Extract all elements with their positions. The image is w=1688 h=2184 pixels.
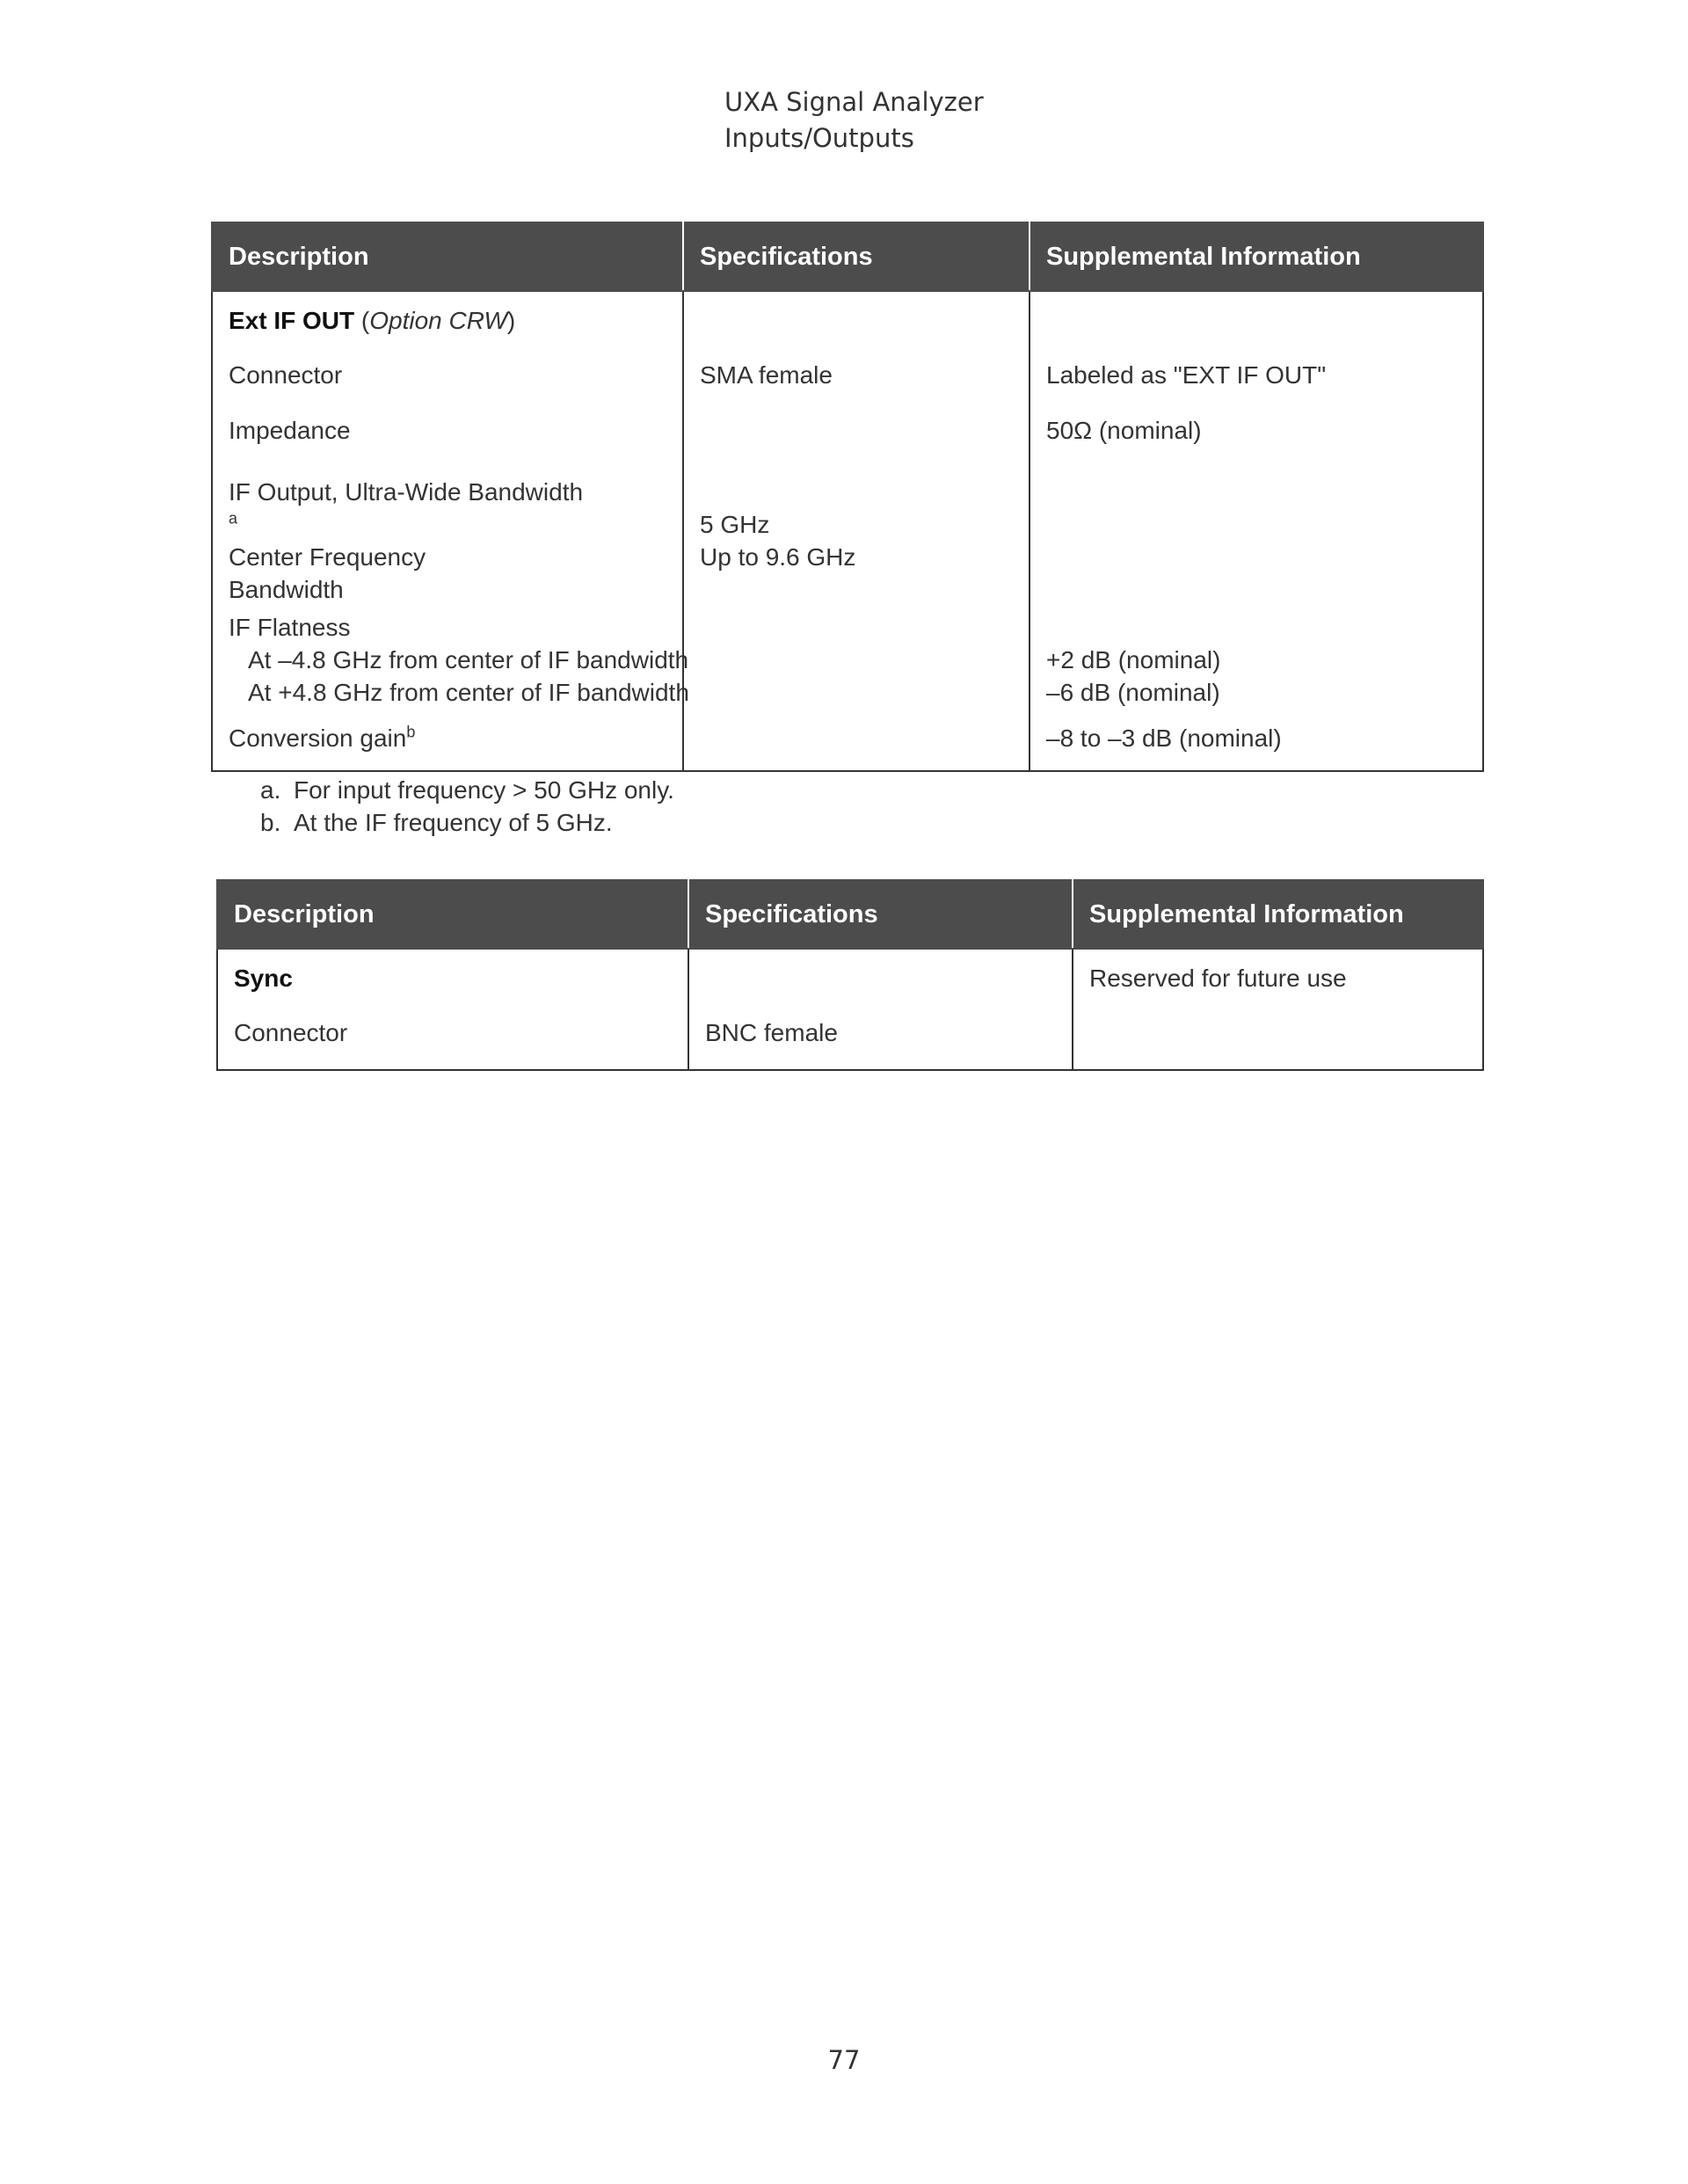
if-output-label: IF Output, Ultra-Wide Bandwidth [229,478,584,506]
table-row [212,359,1483,414]
section-title: Sync [234,965,293,992]
bandwidth-value: Up to 9.6 GHz [700,543,856,571]
footnotes [260,774,674,839]
empty-cell [683,606,1030,718]
empty-cell [1073,1016,1483,1070]
ext-if-out-table [211,222,1484,772]
table-row [217,1016,1483,1070]
option-label: Option CRW [369,307,507,334]
table-row [212,291,1483,359]
footnote-letter: b. [260,809,281,836]
column-header-supplemental: Supplemental Information [1030,222,1483,291]
table-row [217,949,1483,1016]
column-header-supplemental: Supplemental Information [1073,880,1483,949]
sync-table [216,879,1484,1071]
empty-cell [683,291,1030,359]
table-header-row [217,880,1483,949]
column-header-specifications: Specifications [688,880,1073,949]
table-header-row [212,222,1483,291]
page-number: 77 [827,2045,861,2075]
table-row [212,467,1483,606]
footnote-text: At the IF frequency of 5 GHz. [294,809,613,836]
section-title: Ext IF OUT [229,307,355,334]
connector-desc: Connector [212,359,683,414]
empty-cell [1030,467,1483,606]
flatness-plus-value: –6 dB (nominal) [1046,679,1220,706]
table-row [212,606,1483,718]
impedance-desc: Impedance [212,414,683,467]
footnote-text: For input frequency > 50 GHz only. [294,776,674,804]
empty-cell [688,949,1073,1016]
connector-supp: Labeled as "EXT IF OUT" [1030,359,1483,414]
empty-cell [683,718,1030,771]
bandwidth-label: Bandwidth [229,576,344,603]
footnote-b [260,806,674,839]
flatness-label: IF Flatness [229,614,351,641]
connector-spec: SMA female [683,359,1030,414]
footnote-letter: a. [260,776,281,804]
flatness-minus-value: +2 dB (nominal) [1046,646,1221,673]
conversion-label: Conversion gain [229,724,407,752]
page-header [724,84,984,157]
footnote-ref-b: b [406,723,416,741]
footnote-a [260,774,674,806]
conversion-supp: –8 to –3 dB (nominal) [1030,718,1483,771]
sync-connector-spec: BNC female [688,1016,1073,1070]
conversion-desc [212,718,683,771]
column-header-description: Description [217,880,688,949]
center-frequency-value: 5 GHz [700,511,770,538]
impedance-supp: 50Ω (nominal) [1030,414,1483,467]
if-output-desc [212,467,683,606]
sync-supp: Reserved for future use [1073,949,1483,1016]
header-product: UXA Signal Analyzer [724,87,984,117]
flatness-minus-label: At –4.8 GHz from center of IF bandwidth [248,646,689,673]
section-title-cell [212,291,683,359]
flatness-supp [1030,606,1483,718]
footnote-ref-a: a [229,509,238,528]
flatness-desc [212,606,689,718]
column-header-specifications: Specifications [683,222,1030,291]
table-row [212,718,1483,771]
title-paren-close: ) [506,307,516,334]
sync-connector-desc: Connector [217,1016,688,1070]
table-row [212,414,1483,467]
empty-cell [683,414,1030,467]
sync-title-cell [217,949,688,1016]
title-paren-open: ( [354,307,370,334]
flatness-plus-label: At +4.8 GHz from center of IF bandwidth [248,679,689,706]
header-section: Inputs/Outputs [724,123,914,153]
center-frequency-label: Center Frequency [229,543,426,571]
column-header-description: Description [212,222,683,291]
if-output-spec [683,467,1030,606]
empty-cell [1030,291,1483,359]
